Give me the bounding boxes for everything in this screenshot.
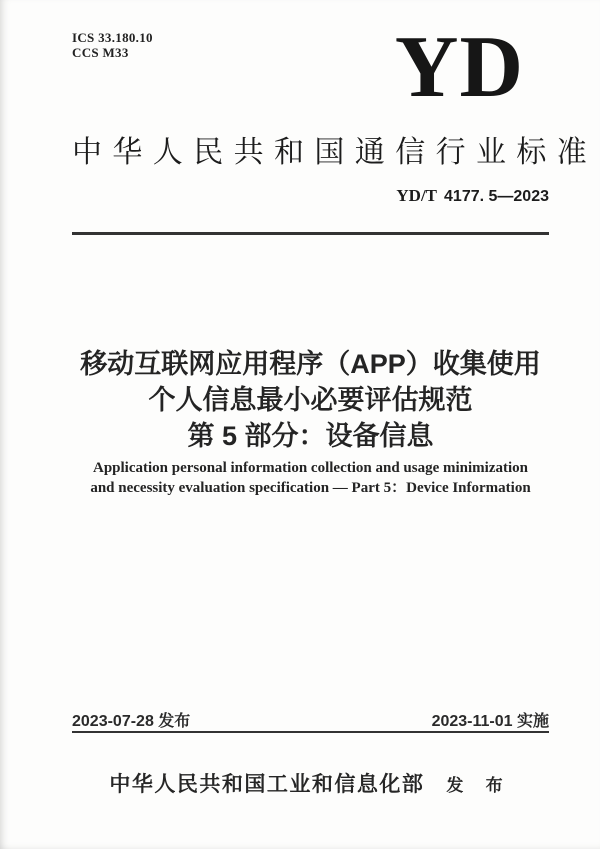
footer-rule xyxy=(72,731,549,733)
standard-number xyxy=(72,186,549,206)
title-cn-line-2: 个人信息最小必要评估规范 xyxy=(148,385,473,415)
issue-date: 2023-07-28 发布 xyxy=(72,713,191,730)
standard-class-title: 中华人民共和国通信行业标准 xyxy=(72,136,598,169)
date-row xyxy=(72,708,549,731)
title-en-line-2: and necessity evaluation specification — Part 5：Device Information xyxy=(90,480,531,496)
header-rule xyxy=(72,232,549,235)
implement-date: 2023-11-01 实施 xyxy=(431,713,549,730)
publish-label: 发 布 xyxy=(446,776,512,795)
title-cn-line-1: 移动互联网应用程序（APP）收集使用 xyxy=(80,349,541,379)
title-english xyxy=(32,458,589,498)
ics-ccs-block xyxy=(72,30,153,60)
publisher-row xyxy=(72,768,549,798)
ics-code: ICS 33.180.10 xyxy=(72,30,153,45)
title-chinese xyxy=(52,346,569,454)
standard-number-value: 4177. 5—2023 xyxy=(444,188,549,205)
standard-number-prefix: YD/T xyxy=(396,186,438,205)
title-en-line-1: Application personal information collection and usage minimization xyxy=(92,460,528,476)
ccs-code: CCS M33 xyxy=(72,45,129,60)
title-cn-line-3: 第 5 部分：设备信息 xyxy=(187,421,434,451)
yd-logo: YD xyxy=(394,19,524,116)
publisher-name: 中华人民共和国工业和信息化部 xyxy=(109,772,425,796)
